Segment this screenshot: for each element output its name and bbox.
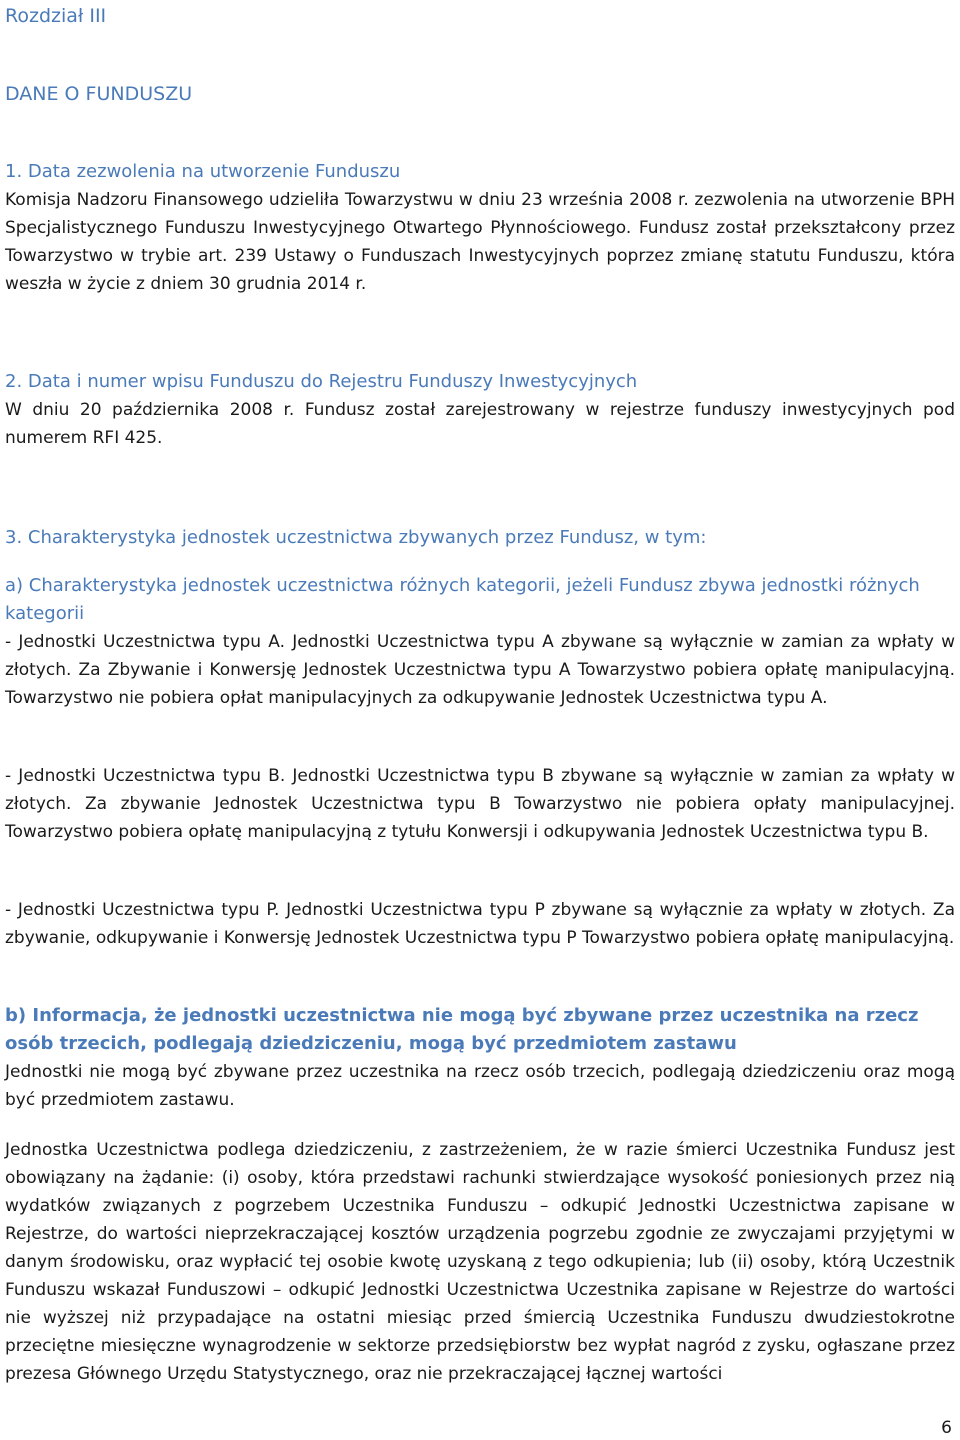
unit-type-p-text: - Jednostki Uczestnictwa typu P. Jednostki Uczestnictwa typu P zbywane są wyłącznie za wpłaty w złotych. Za zbywanie, odkupywanie i Konwersję Jednostek Uczestnictwa typu P Towarzystwo pobiera opłatę manipulacyjną. [5,900,955,948]
section-1-heading: 1. Data zezwolenia na utworzenie Funduszu [5,161,401,182]
unit-type-b [5,762,955,846]
section-1-text: Komisja Nadzoru Finansowego udzieliła Towarzystwu w dniu 23 września 2008 r. zezwolenia na utworzenie BPH Specjalistycznego Funduszu Inwestycyjnego Otwartego Płynnościowego. Fundusz został przekształcony przez Towarzystwo w trybie art. 239 Ustawy o Funduszach Inwestycyjnych poprzez zmianę statutu Funduszu, która weszła w życie z dniem 30 grudnia 2014 r. [5,190,955,294]
inheritance-paragraph [5,1136,955,1388]
page-number: 6 [941,1418,952,1438]
section-3a [5,572,955,712]
unit-type-b-text: - Jednostki Uczestnictwa typu B. Jednostki Uczestnictwa typu B zbywane są wyłącznie w zamian za wpłaty w złotych. Za zbywanie Jednostek Uczestnictwa typu B Towarzystwo nie pobiera opłaty manipulacyjnej. Towarzystwo pobiera opłatę manipulacyjną z tytułu Konwersji i odkupywania Jednostek Uczestnictwa typu B. [5,766,955,842]
section-3-heading: 3. Charakterystyka jednostek uczestnictwa zbywanych przez Fundusz, w tym: [5,527,707,548]
section-2-heading: 2. Data i numer wpisu Funduszu do Rejestru Funduszy Inwestycyjnych [5,371,638,392]
section-1 [5,158,955,298]
chapter-heading: Rozdział III [5,5,107,27]
section-3b-heading: b) Informacja, że jednostki uczestnictwa nie mogą być zbywane przez uczestnika na rzecz osób trzecich, podlegają dziedziczeniu, mogą być przedmiotem zastawu [5,1005,919,1054]
section-title: DANE O FUNDUSZU [5,83,193,105]
section-3b-text-2: Jednostka Uczestnictwa podlega dziedziczeniu, z zastrzeżeniem, że w razie śmierci Uczestnika Fundusz jest obowiązany na żądanie: (i) osoby, która przedstawi rachunki stwierdzające wysokość poniesionych przez nią wydatków związanych z pogrzebem Uczestnika Funduszu – odkupić Jednostki Uczestnictwa zapisane w Rejestrze, do wartości nieprzekraczającej kosztów urządzenia pogrzebu zgodnie ze zwyczajami przyjętymi w danym środowisku, oraz wypłacić tej osobie kwotę uzyskaną z tego odkupienia; lub (ii) osoby, którą Uczestnik Funduszu wskazał Funduszowi – odkupić Jednostki Uczestnictwa Uczestnika zapisane w Rejestrze do wartości nie wyższej niż przypadające na ostatni miesiąc przed śmiercią Uczestnika Funduszu dwudziestokrotne przeciętne miesięczne wynagrodzenie w sektorze przedsiębiorstw bez wypłat nagród z zysku, ogłaszane przez prezesa Głównego Urzędu Statystycznego, oraz nie przekraczającej łącznej wartości [5,1140,955,1384]
section-3b-text-1: Jednostki nie mogą być zbywane przez uczestnika na rzecz osób trzecich, podlegają dziedziczeniu oraz mogą być przedmiotem zastawu. [5,1062,955,1110]
section-3a-heading: a) Charakterystyka jednostek uczestnictwa różnych kategorii, jeżeli Fundusz zbywa jednostki różnych kategorii [5,575,920,624]
section-3b [5,1002,955,1114]
unit-type-a-text: - Jednostki Uczestnictwa typu A. Jednostki Uczestnictwa typu A zbywane są wyłącznie w zamian za wpłaty w złotych. Za Zbywanie i Konwersję Jednostek Uczestnictwa typu A Towarzystwo pobiera opłatę manipulacyjną. Towarzystwo nie pobiera opłat manipulacyjnych za odkupywanie Jednostek Uczestnictwa typu A. [5,632,955,708]
unit-type-p [5,896,955,952]
section-2-text: W dniu 20 października 2008 r. Fundusz został zarejestrowany w rejestrze funduszy inwestycyjnych pod numerem RFI 425. [5,400,955,448]
section-3 [5,524,955,552]
section-2 [5,368,955,452]
